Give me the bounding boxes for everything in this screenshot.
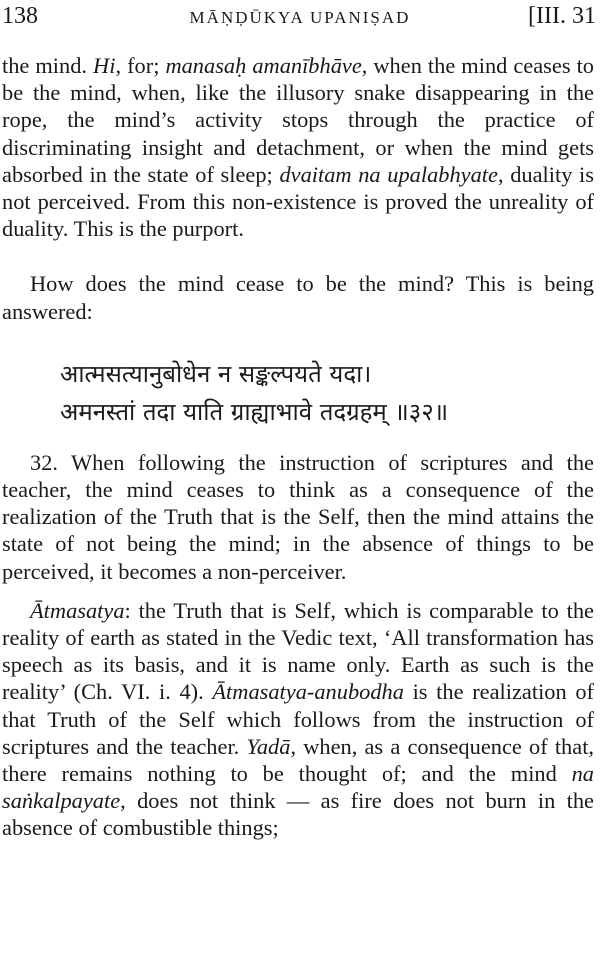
paragraph-commentary-32: [2, 597, 594, 842]
verse-line-1: आत्मसत्यानुबोधेन न सङ्कल्पयते यदा।: [60, 359, 372, 388]
text-run: : the Truth that is Self, which is comparable to the reality of earth as stated in the Vedic text, ‘All transformation has speech as its basis, and it is name only. Earth as such is the reality’ (Ch. VI. i. 4).: [2, 597, 594, 705]
sanskrit-term: dvaitam na upalabhyate: [279, 161, 498, 187]
verse-line-2: अमनस्तां तदा याति ग्राह्याभावे तदग्रहम् ॥३२॥: [60, 397, 449, 426]
text-run: , when, as a consequence of that, there remains nothing to be thought of; and the mind: [2, 733, 595, 787]
paragraph-translation-32: 32. When following the instruction of scriptures and the teacher, the mind ceases to think as a consequence of the realization of the Truth that is the Self, then the mind attains the state of not being the mind; in the absence of things to be perceived, it becomes a non-perceiver.: [2, 449, 594, 584]
section-reference: [III. 31: [528, 3, 596, 29]
sanskrit-term: Hi: [93, 53, 116, 78]
text-run: is the realization of that Truth of the Self which follows from the instruction of scriptures and the teacher.: [2, 679, 594, 759]
running-title: MĀṆḌŪKYA UPANIṢAD: [189, 8, 411, 27]
sanskrit-term: Ātmasatya-anubodha: [212, 679, 404, 705]
text-run: , when the mind ceases to be the mind, when, like the illusory snake disappearing in the rope, the mind’s activity stops through the practice of discriminating insight and detachment, or when the mind gets absorbed in the state of sleep;: [2, 53, 594, 187]
sanskrit-verse: [2, 355, 594, 431]
sanskrit-term: manasaḥ amanībhāve: [165, 53, 362, 78]
page-number: 138: [2, 3, 38, 29]
text-run: , duality is not perceived. From this non-existence is proved the unreality of duality. This is the purport.: [2, 161, 594, 242]
sanskrit-term: na saṅkalpayate: [2, 761, 594, 814]
text-run: , does not think — as fire does not burn in the absence of combustible things;: [2, 788, 594, 841]
sanskrit-term: Yadā: [246, 733, 291, 759]
page-body: [2, 52, 594, 852]
paragraph-question: How does the mind cease to be the mind? This is being answered:: [2, 271, 594, 324]
paragraph-commentary-31: [2, 52, 594, 242]
sanskrit-term: Ātmasatya: [30, 597, 125, 623]
text-run: the mind.: [2, 53, 94, 78]
text-run: , for;: [115, 53, 166, 78]
page-header: [0, 0, 600, 40]
